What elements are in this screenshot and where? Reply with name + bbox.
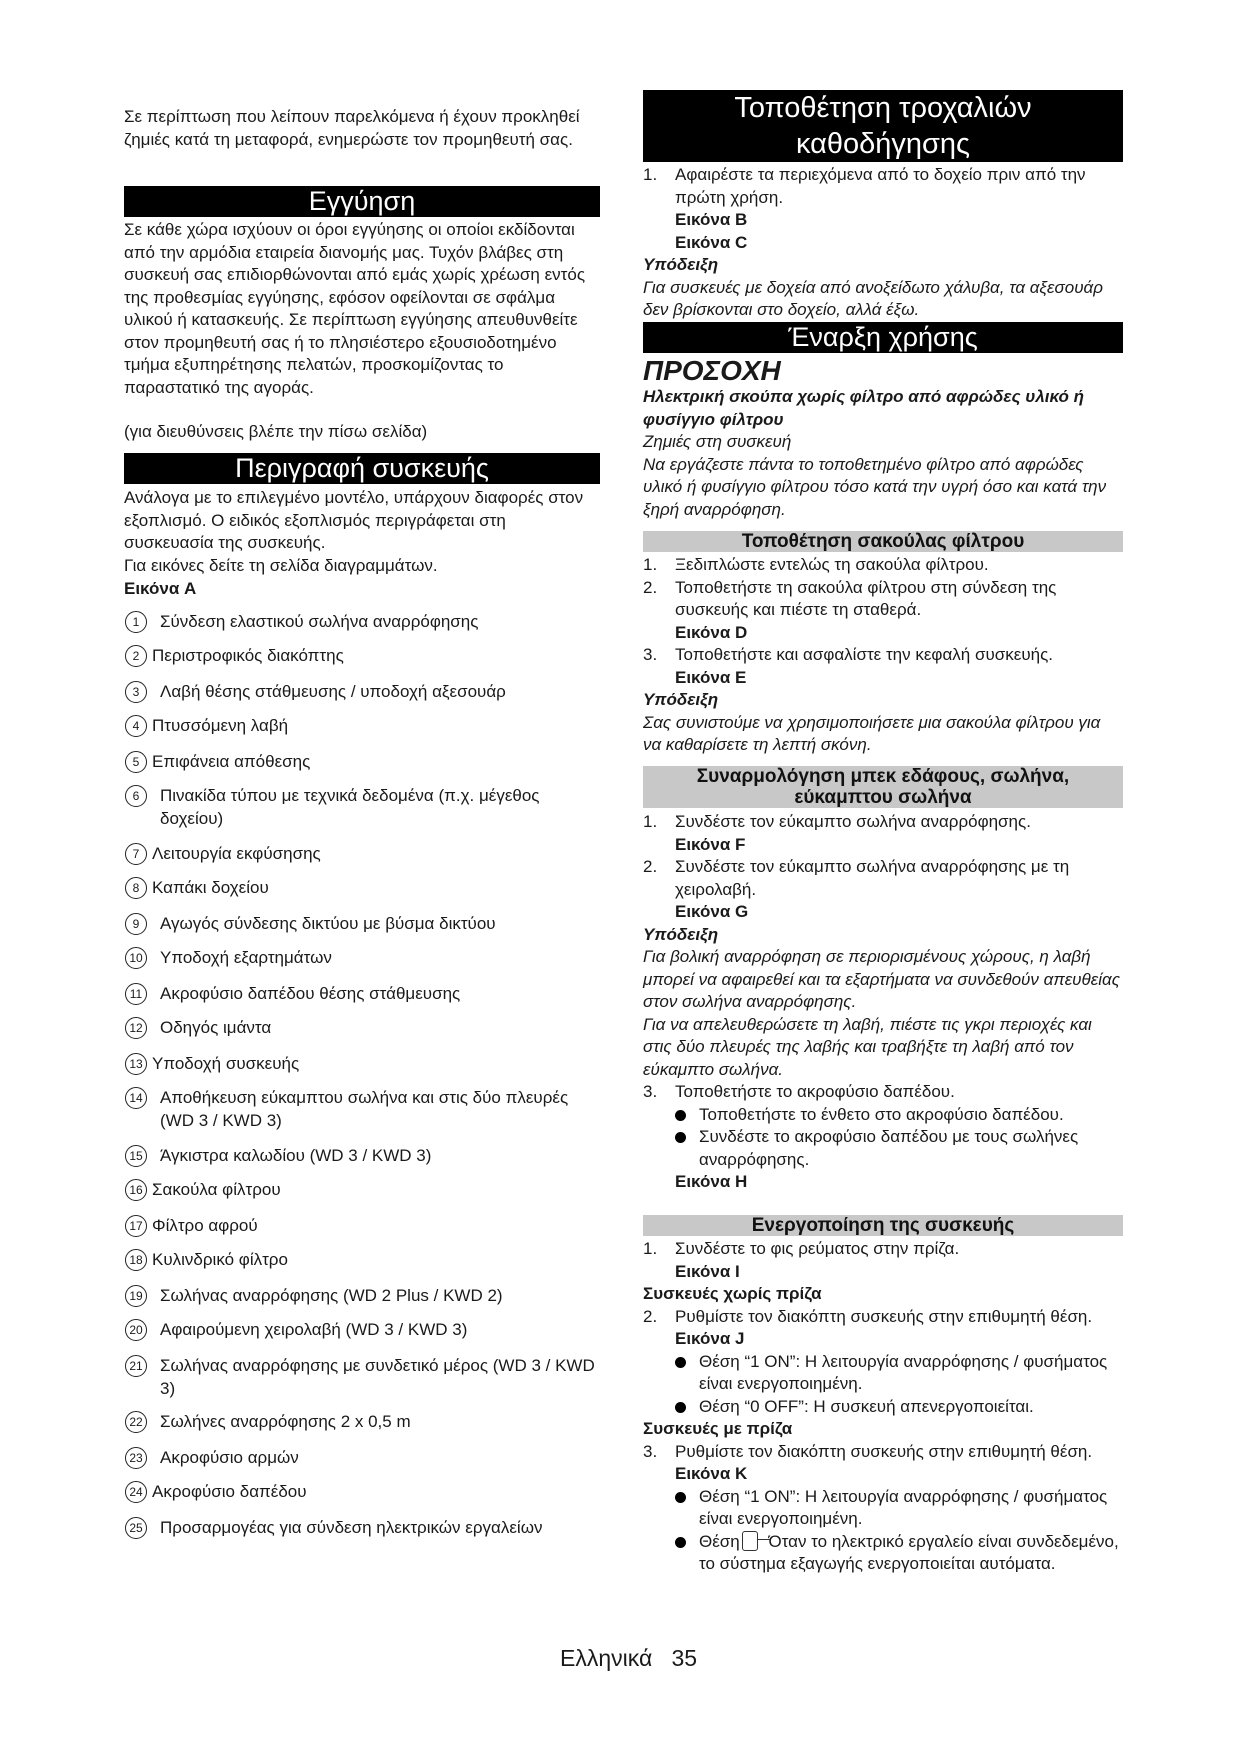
filter-bag-heading: Τοποθέτηση σακούλας φίλτρου — [643, 531, 1123, 552]
part-label: Προσαρμογέας για σύνδεση ηλεκτρικών εργαλείων — [160, 1518, 543, 1537]
bullet-text: Τοποθετήστε το ένθετο στο ακροφύσιο δαπέδου. — [699, 1104, 1064, 1124]
part-label: Πινακίδα τύπου με τεχνικά δεδομένα (π.χ. μέγεθος δοχείου) — [160, 786, 540, 828]
bullet-dot-icon — [675, 1110, 686, 1121]
part-label: Καπάκι δοχείου — [152, 878, 269, 897]
bullet-dot-icon — [675, 1132, 686, 1143]
part-label: Κυλινδρικό φίλτρο — [152, 1250, 288, 1269]
part-item-19 — [124, 1285, 600, 1308]
assembly-heading-line2: εύκαμπτου σωλήνα — [794, 787, 972, 808]
caution-damage-text: Ζημιές στη συσκευή — [643, 432, 792, 451]
part-number: 11 — [125, 983, 147, 1005]
part-number: 6 — [125, 785, 147, 807]
part-label: Σωλήνας αναρρόφησης με συνδετικό μέρος (WD 3 / KWD 3) — [160, 1356, 595, 1398]
part-number: 20 — [125, 1319, 147, 1341]
bullet-item — [643, 1531, 1123, 1576]
part-item-22 — [124, 1411, 600, 1434]
part-label: Σωλήνας αναρρόφησης (WD 2 Plus / KWD 2) — [160, 1286, 503, 1305]
devices-without-socket-label: Συσκευές χωρίς πρίζα — [643, 1284, 822, 1303]
power-tool-socket-icon — [742, 1531, 758, 1551]
part-item-1 — [124, 611, 600, 634]
part-number: 4 — [125, 715, 147, 737]
step-item: 2. Συνδέστε τον εύκαμπτο σωλήνα αναρρόφησης με τη χειρολαβή. — [643, 857, 1070, 899]
part-label: Άγκιστρα καλωδίου (WD 3 / KWD 3) — [160, 1146, 432, 1165]
part-number: 1 — [125, 611, 147, 633]
bullet-item — [643, 1104, 1123, 1127]
part-label: Λαβή θέσης στάθμευσης / υποδοχή αξεσουάρ — [160, 682, 506, 701]
guide-wheels-heading-line2: καθοδήγησης — [795, 128, 971, 160]
page-footer — [560, 1644, 697, 1672]
part-number: 9 — [125, 913, 147, 935]
step-text: Τοποθετήστε το ακροφύσιο δαπέδου. — [675, 1082, 955, 1101]
step-item: 2. Τοποθετήστε τη σακούλα φίλτρου στη σύνδεση της συσκευής και πιέστε τη σταθερά. — [643, 577, 1057, 619]
step-text: Συνδέστε τον εύκαμπτο σωλήνα αναρρόφησης με τη χειρολαβή. — [675, 857, 1070, 899]
caution-text: Να εργάζεστε πάντα το τοποθετημένο φίλτρο από αφρώδες υλικό ή φυσίγγιο φίλτρου τόσο κατά την υγρή όσο και κατά την ξηρή αναρρόφηση. — [643, 454, 1107, 519]
note-text: Για συσκευές με δοχεία από ανοξείδωτο χάλυβα, τα αξεσουάρ δεν βρίσκονται στο δοχείο, αλλά έξω. — [643, 277, 1103, 319]
part-number: 3 — [125, 681, 147, 703]
part-label: Πτυσσόμενη λαβή — [152, 716, 289, 735]
bullet-text: Όταν το ηλεκτρικό εργαλείο είναι συνδεδεμένο, το σύστημα εξαγωγής ενεργοποιείται αυτόματα. — [699, 1531, 1119, 1573]
start-up-heading: Έναρξη χρήσης — [643, 322, 1123, 353]
bullet-text: Συνδέστε το ακροφύσιο δαπέδου με τους σωλήνες αναρρόφησης. — [699, 1127, 1079, 1169]
part-number: 7 — [125, 843, 147, 865]
step-text: Τοποθετήστε τη σακούλα φίλτρου στη σύνδεση της συσκευής και πιέστε τη σταθερά. — [675, 577, 1057, 619]
part-item-9 — [124, 913, 600, 936]
part-number: 12 — [125, 1017, 147, 1039]
step-item: 3. Τοποθετήστε και ασφαλίστε την κεφαλή συσκευής. — [643, 645, 1053, 664]
part-number: 15 — [125, 1145, 147, 1167]
bullet-dot-icon — [675, 1357, 686, 1368]
figure-label: Εικόνα D — [675, 622, 748, 642]
part-number: 13 — [125, 1053, 147, 1075]
warranty-text: Σε κάθε χώρα ισχύουν οι όροι εγγύησης οι οποίοι εκδίδονται από την αρμόδια εταιρεία διανομής μας. Τυχόν βλάβες στη συσκευή σας επιδιορθώνονται από εμάς χωρίς χρέωση εντός της προθεσμίας εγγύησης, εφόσον οφείλονται σε σφάλμα υλικού ή κατασκευής. Σε περίπτωση εγγύησης απευθυνθείτε στον προμηθευτή σας ή το πλησιέστερο εξουσιοδοτημένο τμήμα εξυπηρέτησης πελατών, προσκομίζοντας το παραστατικό της αγοράς. — [124, 220, 586, 397]
part-item-17 — [124, 1215, 600, 1238]
part-label: Υποδοχή συσκευής — [152, 1054, 300, 1073]
part-item-15 — [124, 1145, 600, 1168]
part-item-20 — [124, 1319, 600, 1342]
note-text: Για να απελευθερώσετε τη λαβή, πιέστε τις γκρι περιοχές και στις δύο πλευρές της λαβής και τραβήξτε τη λαβή από τον εύκαμπτο σωλήνα. — [643, 1014, 1092, 1079]
part-item-16 — [124, 1179, 600, 1202]
figure-label: Εικόνα I — [675, 1261, 740, 1281]
warranty-heading: Εγγύηση — [124, 186, 600, 217]
step-text: Συνδέστε το φις ρεύματος στην πρίζα. — [675, 1239, 960, 1258]
figure-label: Εικόνα C — [675, 232, 748, 252]
part-label: Αποθήκευση εύκαμπτου σωλήνα και στις δύο πλευρές (WD 3 / KWD 3) — [160, 1088, 569, 1130]
devices-with-socket-label: Συσκευές με πρίζα — [643, 1419, 793, 1438]
part-item-12 — [124, 1017, 600, 1040]
footer-language: Ελληνικά — [560, 1645, 653, 1671]
step-text: Τοποθετήστε και ασφαλίστε την κεφαλή συσκευής. — [675, 645, 1053, 664]
part-label: Ακροφύσιο αρμών — [160, 1448, 299, 1467]
part-item-6 — [124, 785, 600, 830]
assembly-heading-line1: Συναρμολόγηση μπεκ εδάφους, σωλήνα, — [696, 766, 1070, 787]
bullet-text: Θέση “1 ON”: Η λειτουργία αναρρόφησης / φυσήματος είναι ενεργοποιημένη. — [699, 1486, 1108, 1528]
part-item-24 — [124, 1481, 600, 1504]
note-label: Υπόδειξη — [643, 924, 719, 944]
part-number: 18 — [125, 1249, 147, 1271]
bullet-text: Θέση — [699, 1531, 740, 1551]
caution-title: ΠΡΟΣΟΧΗ — [643, 355, 781, 386]
part-label: Ακροφύσιο δαπέδου θέσης στάθμευσης — [160, 984, 461, 1003]
note-label: Υπόδειξη — [643, 255, 719, 274]
part-item-23 — [124, 1447, 600, 1470]
step-item: 1. Ξεδιπλώστε εντελώς τη σακούλα φίλτρου. — [643, 555, 989, 574]
step-item: 3. Ρυθμίστε τον διακόπτη συσκευής στην επιθυμητή θέση. — [643, 1441, 1093, 1461]
page-number: 35 — [671, 1645, 698, 1671]
figure-label: Εικόνα K — [675, 1464, 748, 1483]
part-item-4 — [124, 715, 600, 738]
description-heading: Περιγραφή συσκευής — [124, 453, 600, 484]
bullet-text: Θέση “1 ON”: Η λειτουργία αναρρόφησης / φυσήματος είναι ενεργοποιημένη. — [699, 1351, 1108, 1393]
step-text: Ρυθμίστε τον διακόπτη συσκευής στην επιθυμητή θέση. — [675, 1441, 1093, 1461]
note-text: Σας συνιστούμε να χρησιμοποιήσετε μια σακούλα φίλτρου για να καθαρίσετε τη λεπτή σκόνη. — [643, 712, 1101, 754]
part-label: Αγωγός σύνδεσης δικτύου με βύσμα δικτύου — [160, 914, 496, 933]
part-number: 14 — [125, 1087, 147, 1109]
part-item-7 — [124, 843, 600, 866]
bullet-item — [643, 1351, 1123, 1396]
part-number: 2 — [125, 645, 147, 667]
bullet-dot-icon — [675, 1402, 686, 1413]
part-item-21 — [124, 1355, 600, 1400]
bullet-item — [643, 1396, 1123, 1419]
note-label: Υπόδειξη — [643, 690, 719, 709]
guide-wheels-steps — [643, 164, 1123, 322]
figure-label: Εικόνα J — [675, 1329, 745, 1348]
part-label: Αφαιρούμενη χειρολαβή (WD 3 / KWD 3) — [160, 1320, 468, 1339]
step-text: Αφαιρέστε τα περιεχόμενα από το δοχείο πριν από την πρώτη χρήση. — [675, 165, 1086, 207]
description-figures-text: Για εικόνες δείτε τη σελίδα διαγραμμάτων. — [124, 556, 438, 575]
part-number: 21 — [125, 1355, 147, 1377]
note-text: Για βολική αναρρόφηση σε περιορισμένους χώρους, η λαβή μπορεί να αφαιρεθεί και τα εξαρτήματα να συνδεθούν απευθείας στον σωλήνα αναρρόφησης. — [643, 947, 1120, 1011]
bullet-item — [643, 1126, 1123, 1171]
part-item-11 — [124, 983, 600, 1006]
part-label: Ακροφύσιο δαπέδου — [152, 1482, 307, 1501]
caution-block — [643, 356, 1123, 521]
part-item-13 — [124, 1053, 600, 1076]
guide-wheels-heading — [643, 90, 1123, 162]
part-item-8 — [124, 877, 600, 900]
figure-label: Εικόνα E — [675, 667, 747, 687]
bullet-dot-icon — [675, 1537, 686, 1548]
part-number: 16 — [125, 1179, 147, 1201]
part-label: Επιφάνεια απόθεσης — [152, 752, 311, 771]
step-item: 1. Συνδέστε τον εύκαμπτο σωλήνα αναρρόφησης. — [643, 812, 1031, 831]
part-label: Περιστροφικός διακόπτης — [152, 646, 344, 665]
part-number: 5 — [125, 751, 147, 773]
part-label: Σύνδεση ελαστικού σωλήνα αναρρόφησης — [160, 612, 479, 631]
assembly-heading — [643, 766, 1123, 808]
part-label: Σακούλα φίλτρου — [152, 1180, 281, 1199]
bullet-text: Θέση “0 OFF”: Η συσκευή απενεργοποιείται. — [699, 1396, 1034, 1416]
step-item: 1. Αφαιρέστε τα περιεχόμενα από το δοχείο πριν από την πρώτη χρήση. — [643, 165, 1086, 207]
switch-on-heading: Ενεργοποίηση της συσκευής — [643, 1215, 1123, 1236]
part-label: Υποδοχή εξαρτημάτων — [160, 948, 332, 967]
part-number: 25 — [125, 1517, 147, 1539]
caution-bold-text: Ηλεκτρική σκούπα χωρίς φίλτρο από αφρώδες υλικό ή φυσίγγιο φίλτρου — [643, 387, 1084, 429]
part-item-25 — [124, 1517, 600, 1540]
step-item: 3. Τοποθετήστε το ακροφύσιο δαπέδου. — [643, 1082, 955, 1101]
description-text: Ανάλογα με το επιλεγμένο μοντέλο, υπάρχουν διαφορές στον εξοπλισμό. Ο ειδικός εξοπλισμός περιγράφεται στη συσκευασία της συσκευής. — [124, 488, 584, 552]
part-number: 19 — [125, 1285, 147, 1307]
intro-text: Σε περίπτωση που λείπουν παρελκόμενα ή έχουν προκληθεί ζημιές κατά τη μεταφορά, ενημερώστε τον προμηθευτή σας. — [124, 107, 580, 149]
step-text: Ρυθμίστε τον διακόπτη συσκευής στην επιθυμητή θέση. — [675, 1306, 1093, 1326]
part-number: 23 — [125, 1447, 147, 1469]
filter-bag-steps — [643, 554, 1123, 757]
figure-a-label: Εικόνα A — [124, 579, 197, 598]
part-number: 10 — [125, 947, 147, 969]
part-item-14 — [124, 1087, 600, 1132]
part-item-10 — [124, 947, 600, 970]
figure-label: Εικόνα F — [675, 834, 746, 854]
part-label: Φίλτρο αφρού — [152, 1216, 258, 1235]
step-item: 2. Ρυθμίστε τον διακόπτη συσκευής στην επιθυμητή θέση. — [643, 1306, 1093, 1326]
step-text: Συνδέστε τον εύκαμπτο σωλήνα αναρρόφησης. — [675, 812, 1031, 831]
step-item: 1. Συνδέστε το φις ρεύματος στην πρίζα. — [643, 1239, 960, 1258]
figure-label: Εικόνα H — [675, 1172, 748, 1191]
part-item-2 — [124, 645, 600, 668]
part-number: 17 — [125, 1215, 147, 1237]
assembly-steps — [643, 811, 1123, 1194]
figure-label: Εικόνα G — [675, 902, 749, 921]
bullet-dot-icon — [675, 1492, 686, 1503]
part-item-3 — [124, 681, 600, 704]
guide-wheels-heading-line1: Τοποθέτηση τροχαλιών — [734, 92, 1032, 124]
bullet-item — [643, 1486, 1123, 1531]
part-label: Οδηγός ιμάντα — [160, 1018, 272, 1037]
part-number: 8 — [125, 877, 147, 899]
part-number: 24 — [125, 1481, 147, 1503]
warranty-note: (για διευθύνσεις βλέπε την πίσω σελίδα) — [124, 422, 428, 441]
step-text: Ξεδιπλώστε εντελώς τη σακούλα φίλτρου. — [675, 555, 989, 574]
part-item-18 — [124, 1249, 600, 1272]
part-number: 22 — [125, 1411, 147, 1433]
part-label: Λειτουργία εκφύσησης — [152, 844, 321, 863]
figure-label: Εικόνα B — [675, 210, 748, 229]
part-item-5 — [124, 751, 600, 774]
part-label: Σωλήνες αναρρόφησης 2 x 0,5 m — [160, 1412, 411, 1431]
switch-on-steps — [643, 1238, 1123, 1576]
